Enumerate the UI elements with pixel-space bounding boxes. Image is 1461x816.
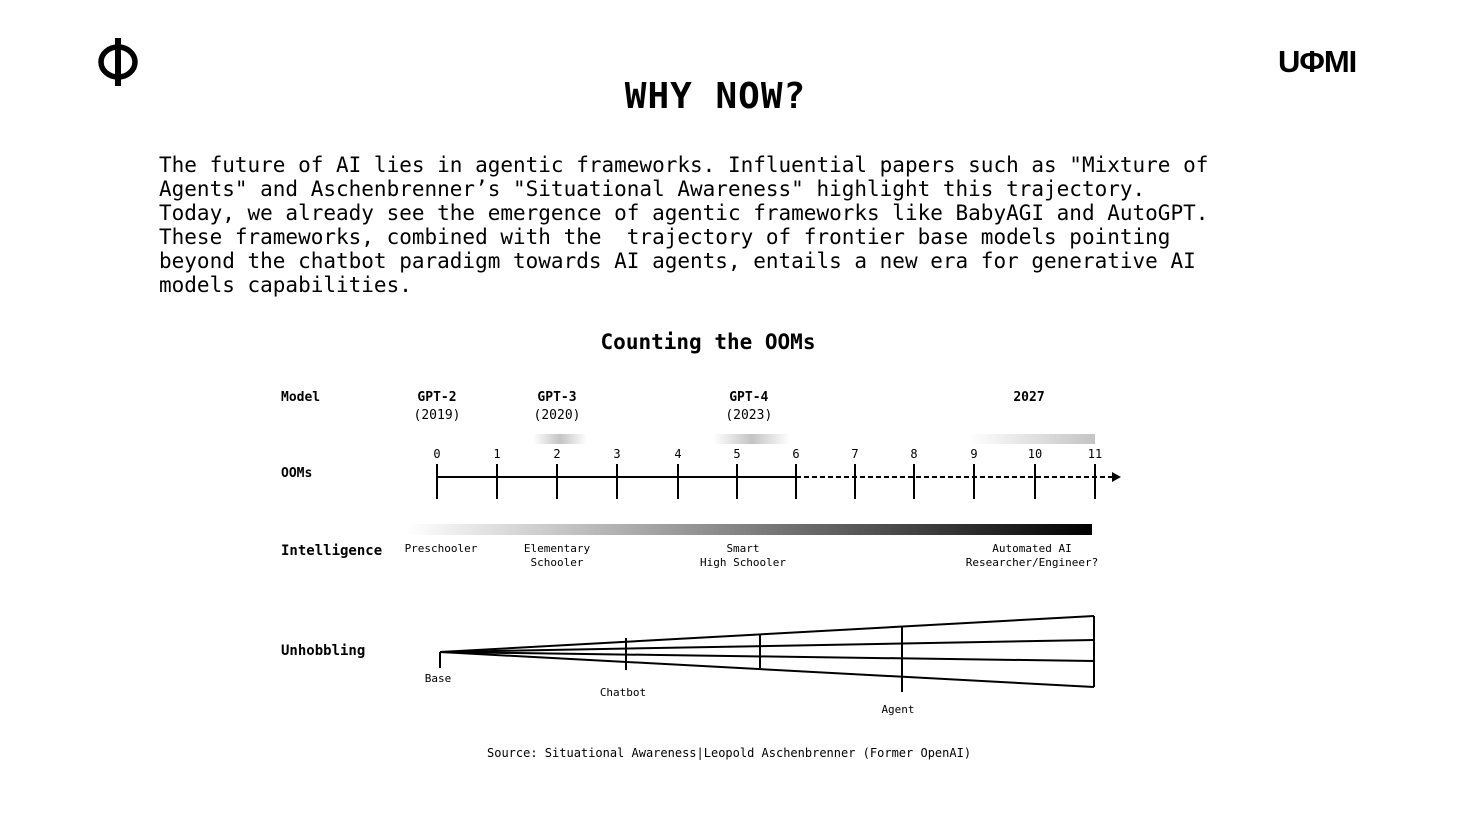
oom-tick-label-6: 6: [792, 447, 800, 461]
intelligence-label-2-line2: High Schooler: [699, 556, 787, 569]
unhobbling-label-agent: Agent: [881, 703, 915, 716]
oom-tick-label-0: 0: [433, 447, 441, 461]
row-label-intelligence: Intelligence: [281, 543, 383, 559]
intelligence-label-0-line1: Preschooler: [404, 542, 478, 555]
unhobbling-label-chatbot: Chatbot: [599, 686, 647, 699]
uncertainty-band-2: [968, 434, 1095, 444]
oom-axis-arrow-icon: [1112, 472, 1121, 482]
intelligence-label-1-line2: Schooler: [530, 556, 584, 569]
uncertainty-band-1: [713, 434, 790, 444]
oom-tick-label-5: 5: [733, 447, 741, 461]
source-citation: Source: Situational Awareness|Leopold Aschenbrenner (Former OpenAI): [487, 746, 972, 760]
model-year-1: (2020): [533, 408, 581, 423]
oom-tick-label-4: 4: [674, 447, 682, 461]
model-name-0: GPT-2: [417, 390, 457, 405]
model-name-1: GPT-3: [537, 390, 577, 405]
intelligence-label-2-line1: Smart: [726, 542, 760, 555]
row-label-unhobbling: Unhobbling: [281, 643, 366, 659]
uncertainty-band-0: [533, 434, 587, 444]
intelligence-label-1-line1: Elementary: [523, 542, 591, 555]
row-label-ooms: OOMs: [281, 466, 313, 481]
model-year-0: (2019): [413, 408, 461, 423]
intelligence-gradient-bar: [407, 524, 1092, 535]
intelligence-label-3-line2: Researcher/Engineer?: [965, 556, 1099, 569]
unhobbling-label-base: Base: [424, 672, 452, 685]
intro-paragraph: The future of AI lies in agentic frameworks. Influential papers such as "Mixture of Agents" and Aschenbrenner’s "Situational Awareness" highlight this trajectory. Today, we already see the emergence of agentic frameworks like BabyAGI and AutoGPT. These frameworks, combined with the trajectory of frontier base models pointing beyond the chatbot paradigm towards AI agents, entails a new era for generative AI models capabilities.: [159, 153, 1209, 297]
oom-tick-label-3: 3: [613, 447, 621, 461]
model-name-3: 2027: [1013, 390, 1045, 405]
oom-tick-label-7: 7: [851, 447, 859, 461]
umi-logo: UΦMI: [1278, 44, 1357, 79]
oom-tick-label-8: 8: [910, 447, 918, 461]
oom-tick-label-2: 2: [553, 447, 561, 461]
intelligence-label-3-line1: Automated AI: [992, 542, 1072, 555]
oom-tick-label-1: 1: [493, 447, 501, 461]
oom-tick-label-11: 11: [1087, 447, 1103, 461]
row-label-model: Model: [281, 390, 321, 405]
ooms-diagram: [0, 370, 1461, 740]
diagram-title: Counting the OOMs: [600, 330, 816, 354]
page-title: WHY NOW?: [624, 76, 807, 117]
unhobbling-fan: [440, 616, 1094, 692]
oom-tick-label-9: 9: [970, 447, 978, 461]
model-name-2: GPT-4: [729, 390, 769, 405]
model-year-2: (2023): [725, 408, 773, 423]
oom-tick-label-10: 10: [1027, 447, 1043, 461]
